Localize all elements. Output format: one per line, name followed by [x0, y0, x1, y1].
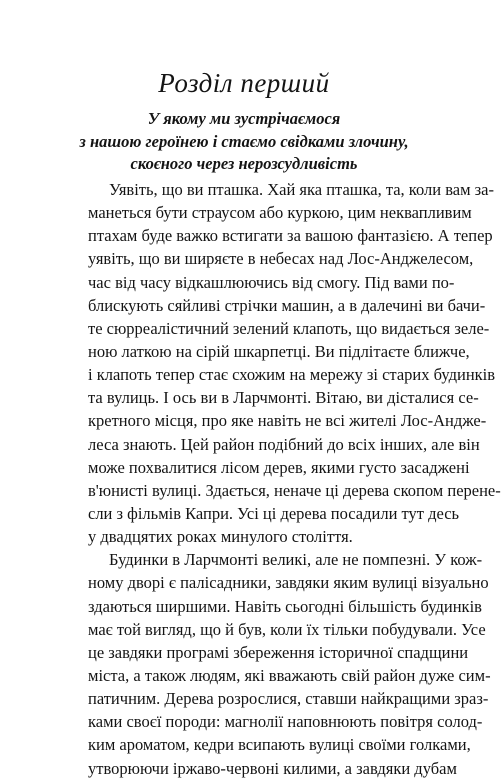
- body-line: може похвалитися лісом дерев, якими густо засаджені: [88, 457, 470, 477]
- subtitle-line: з нашою героїнею і стаємо свідками злочину,: [79, 131, 409, 151]
- body-text: [88, 178, 501, 780]
- body-line: ному дворі є палісадники, завдяки яким вулиці візуально: [88, 573, 489, 593]
- subtitle-line: скоєного через нерозсудливість: [130, 154, 358, 173]
- body-line: кретного місця, про яке навіть не всі жителі Лос-Андже-: [88, 411, 487, 431]
- body-line: міста, а також людям, які вважають свій район дуже сим-: [88, 665, 491, 685]
- body-line: те сюрреалістичний зелений клапоть, що видається зеле-: [88, 318, 490, 338]
- body-line: Уявіть, що ви пташка. Хай яка пташка, та, коли вам за-: [109, 180, 495, 199]
- body-line: ною латкою на сірій шкарпетці. Ви підлітаєте ближче,: [88, 341, 470, 361]
- body-line: це завдяки програмі збереження історичної спадщини: [88, 642, 469, 662]
- body-line: манеться бути страусом або куркою, цим неквапливим: [88, 203, 472, 223]
- body-line: час від часу відкашлюючись від смогу. Під вами по-: [88, 272, 455, 292]
- body-line: утворюючи іржаво-червоні килими, а завдяки дубам: [88, 758, 457, 778]
- body-line: і клапоть тепер стає схожим на мережу зі старих будинків: [88, 365, 496, 385]
- body-line: ким ароматом, кедри всипають вулиці своїми голками,: [88, 735, 471, 755]
- body-line: має той вигляд, що й був, коли їх тільки побудували. Усе: [88, 619, 486, 639]
- body-line: у двадцятих роках минулого століття.: [88, 527, 353, 547]
- body-line: леса знають. Цей район подібний до всіх інших, але він: [88, 434, 480, 454]
- body-line: сли з фільмів Капри. Усі ці дерева посадили тут десь: [88, 503, 460, 523]
- body-line: птахам буде важко встигати за вашою фантазією. А тепер: [88, 226, 493, 246]
- body-line: патичним. Дерева розрослися, ставши найкращими зраз-: [88, 689, 489, 709]
- subtitle-line: У якому ми зустрічаємося: [147, 109, 341, 128]
- chapter-subtitle: [0, 108, 488, 176]
- body-line: та вулиць. І ось ви в Ларчмонті. Вітаю, ви дісталися се-: [88, 388, 479, 408]
- body-line: Будинки в Ларчмонті великі, але не помпезні. У кож-: [109, 550, 483, 570]
- body-line: в'юнисті вулиці. Здається, неначе ці дерева скопом перене-: [88, 480, 501, 500]
- body-line: уявіть, що ви ширяєте в небесах над Лос-Анджелесом,: [88, 249, 474, 269]
- body-line: здаються ширшими. Навіть сьогодні більшість будинків: [88, 596, 482, 616]
- body-line: блискують сяйливі стрічки машин, а в далечині ви бачи-: [88, 295, 486, 315]
- body-line: ками своєї породи: магнолії наповнюють повітря солод-: [88, 712, 483, 732]
- chapter-title: Розділ перший: [158, 68, 330, 98]
